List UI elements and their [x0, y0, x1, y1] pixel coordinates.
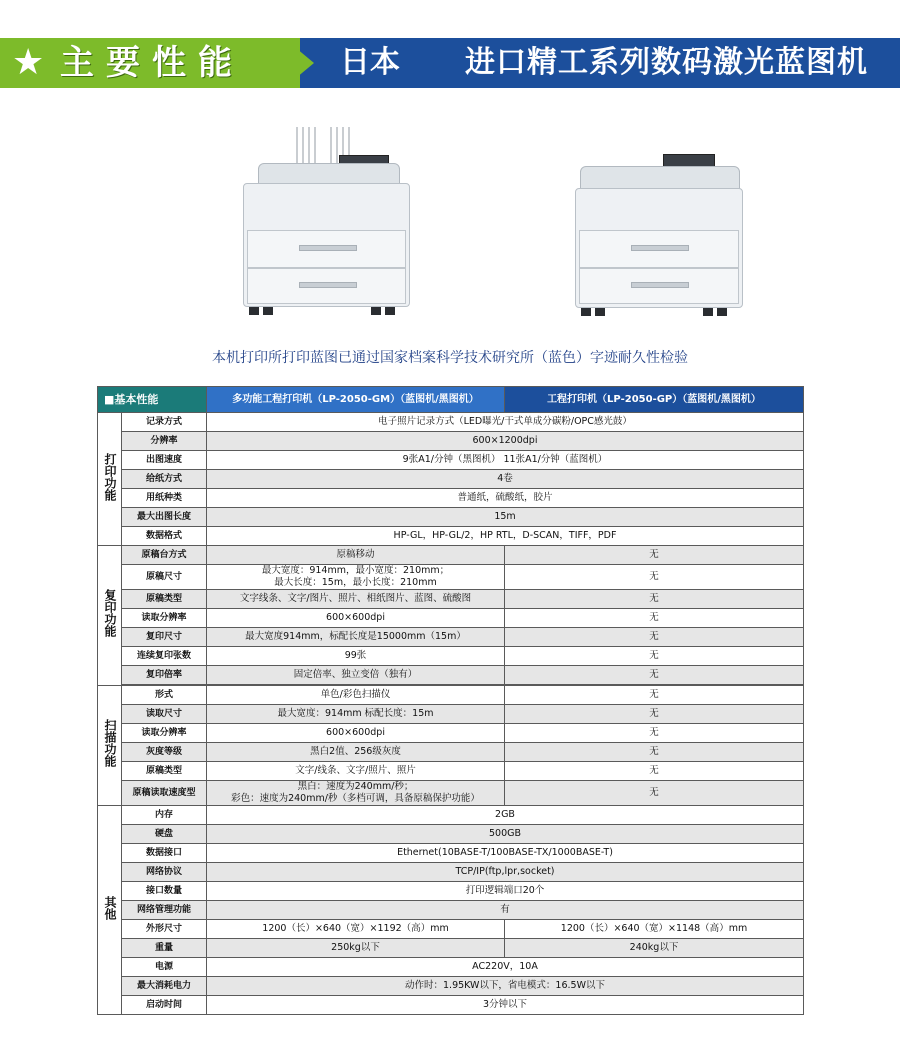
table-row — [98, 666, 804, 685]
table-row — [98, 489, 804, 508]
row-value-gm: 单色/彩色扫描仪 — [207, 686, 505, 705]
row-value-gp: 无 — [505, 743, 804, 762]
table-row — [98, 432, 804, 451]
row-label: 数据格式 — [122, 527, 207, 546]
table-row — [98, 724, 804, 743]
table-row — [98, 451, 804, 470]
row-label: 读取分辨率 — [122, 724, 207, 743]
table-row — [98, 546, 804, 565]
table-row — [98, 686, 804, 705]
row-label: 启动时间 — [122, 996, 207, 1015]
row-value-gm-line1: 黑白：速度为240mm/秒； — [297, 781, 414, 792]
row-label: 复印倍率 — [122, 666, 207, 685]
row-label: 复印尺寸 — [122, 628, 207, 647]
row-value: 500GB — [207, 825, 804, 844]
row-label: 数据接口 — [122, 844, 207, 863]
row-label: 原稿类型 — [122, 762, 207, 781]
table-row — [98, 781, 804, 806]
table-row — [98, 901, 804, 920]
printer-image-gm — [243, 125, 413, 320]
row-label: 电源 — [122, 958, 207, 977]
row-value-gp: 无 — [505, 609, 804, 628]
row-value-gp: 无 — [505, 705, 804, 724]
row-value-gp: 无 — [505, 724, 804, 743]
row-value: Ethernet(10BASE-T/100BASE-TX/1000BASE-T) — [207, 844, 804, 863]
row-value-gm: 文字线条、文字/图片、照片、相纸图片、蓝图、硫酸图 — [207, 590, 505, 609]
row-label: 硬盘 — [122, 825, 207, 844]
header-basic-performance: ■基本性能 — [98, 387, 207, 413]
row-label: 网络协议 — [122, 863, 207, 882]
row-value-gp: 1200（长）×640（宽）×1148（高）mm — [505, 920, 804, 939]
category-scan — [98, 686, 122, 806]
row-label: 原稿读取速度型 — [122, 781, 207, 806]
row-value-gm-line2: 最大长度：15m，最小长度：210mm — [274, 577, 437, 588]
spec-table — [97, 386, 804, 1015]
row-value-gp: 无 — [505, 686, 804, 705]
table-row — [98, 413, 804, 432]
row-value: 打印逻辑端口20个 — [207, 882, 804, 901]
row-value-gp: 无 — [505, 565, 804, 590]
row-label: 连续复印张数 — [122, 647, 207, 666]
row-value-gm — [207, 781, 505, 806]
printer-image-gp — [575, 152, 745, 322]
row-value-gm-line2: 彩色：速度为240mm/秒（多档可调，具备原稿保护功能） — [231, 793, 480, 804]
table-row — [98, 590, 804, 609]
banner-title: 主要性能 — [60, 43, 244, 83]
table-header — [98, 387, 804, 413]
table-row — [98, 609, 804, 628]
row-value-gm — [207, 565, 505, 590]
row-value-gm: 99张 — [207, 647, 505, 666]
row-label: 灰度等级 — [122, 743, 207, 762]
row-value-gp: 无 — [505, 666, 804, 685]
row-value: 600×1200dpi — [207, 432, 804, 451]
row-value: HP-GL，HP-GL/2，HP RTL，D-SCAN，TIFF，PDF — [207, 527, 804, 546]
row-value-gp: 240kg以下 — [505, 939, 804, 958]
row-label: 读取分辨率 — [122, 609, 207, 628]
table-row — [98, 882, 804, 901]
category-other-label: 其他 — [103, 895, 117, 920]
row-label: 重量 — [122, 939, 207, 958]
table-row — [98, 470, 804, 489]
table-row — [98, 844, 804, 863]
row-label: 最大消耗电力 — [122, 977, 207, 996]
row-label: 原稿类型 — [122, 590, 207, 609]
row-label: 形式 — [122, 686, 207, 705]
row-value-gm: 文字/线条、文字/照片、照片 — [207, 762, 505, 781]
table-row — [98, 527, 804, 546]
table-row — [98, 705, 804, 724]
row-value: 普通纸，硫酸纸，胶片 — [207, 489, 804, 508]
header-banner — [0, 38, 900, 88]
row-value-gm: 1200（长）×640（宽）×1192（高）mm — [207, 920, 505, 939]
row-value-gp: 无 — [505, 781, 804, 806]
row-value: 动作时：1.95KW以下，省电模式：16.5W以下 — [207, 977, 804, 996]
row-label: 记录方式 — [122, 413, 207, 432]
table-row — [98, 806, 804, 825]
row-label: 给纸方式 — [122, 470, 207, 489]
star-icon: ★ — [12, 42, 45, 83]
row-value-gm: 250kg以下 — [207, 939, 505, 958]
table-row — [98, 825, 804, 844]
category-copy-label: 复印功能 — [103, 589, 117, 637]
row-label: 网络管理功能 — [122, 901, 207, 920]
row-value-gm: 黑白2值、256级灰度 — [207, 743, 505, 762]
row-label: 内存 — [122, 806, 207, 825]
table-row — [98, 628, 804, 647]
row-label: 最大出图长度 — [122, 508, 207, 527]
row-value-gm: 最大宽度：914mm 标配长度：15m — [207, 705, 505, 724]
row-value: 电子照片记录方式（LED曝光/干式单成分碳粉/OPC感光鼓） — [207, 413, 804, 432]
category-scan-label: 扫描功能 — [103, 719, 117, 767]
row-label: 原稿尺寸 — [122, 565, 207, 590]
row-value-gp: 无 — [505, 590, 804, 609]
row-value-gp: 无 — [505, 546, 804, 565]
row-value-gp: 无 — [505, 762, 804, 781]
row-label: 原稿台方式 — [122, 546, 207, 565]
row-value: TCP/IP(ftp,lpr,socket) — [207, 863, 804, 882]
row-value-gm: 600×600dpi — [207, 724, 505, 743]
banner-subtitle-right: 进口精工系列数码激光蓝图机 — [465, 45, 868, 80]
row-value-gm: 最大宽度914mm，标配长度是15000mm（15m） — [207, 628, 505, 647]
category-other — [98, 806, 122, 1015]
row-value: 9张A1/分钟（黑图机） 11张A1/分钟（蓝图机） — [207, 451, 804, 470]
row-value: 4卷 — [207, 470, 804, 489]
table-row — [98, 920, 804, 939]
table-row — [98, 743, 804, 762]
row-label: 分辨率 — [122, 432, 207, 451]
category-copy — [98, 546, 122, 686]
row-value: 有 — [207, 901, 804, 920]
table-row — [98, 958, 804, 977]
row-value-gm: 原稿移动 — [207, 546, 505, 565]
table-row — [98, 996, 804, 1015]
row-value: 15m — [207, 508, 804, 527]
row-label: 出图速度 — [122, 451, 207, 470]
row-value: AC220V，10A — [207, 958, 804, 977]
row-value: 3分钟以下 — [207, 996, 804, 1015]
row-value: 2GB — [207, 806, 804, 825]
row-label: 接口数量 — [122, 882, 207, 901]
banner-arrow — [284, 38, 314, 88]
row-value-gm-line1: 最大宽度：914mm，最小宽度：210mm； — [261, 565, 450, 576]
row-label: 读取尺寸 — [122, 705, 207, 724]
certification-caption: 本机打印所打印蓝图已通过国家档案科学技术研究所（蓝色）字迹耐久性检验 — [212, 350, 688, 366]
category-print-label: 打印功能 — [103, 452, 117, 501]
category-print — [98, 413, 122, 546]
table-row — [98, 863, 804, 882]
table-row — [98, 565, 804, 590]
table-row — [98, 977, 804, 996]
table-row — [98, 647, 804, 666]
row-value-gp: 无 — [505, 647, 804, 666]
table-row — [98, 508, 804, 527]
row-value-gm: 固定倍率、独立变倍（独有） — [207, 666, 505, 685]
table-row — [98, 762, 804, 781]
row-label: 用纸种类 — [122, 489, 207, 508]
header-gm-model: 多功能工程打印机（LP-2050-GM）（蓝图机/黑图机） — [207, 387, 505, 413]
banner-subtitle-left: 日本 — [340, 45, 400, 80]
table-row — [98, 939, 804, 958]
row-value-gp: 无 — [505, 628, 804, 647]
row-value-gm: 600×600dpi — [207, 609, 505, 628]
row-label: 外形尺寸 — [122, 920, 207, 939]
header-gp-model: 工程打印机（LP-2050-GP）（蓝图机/黑图机） — [505, 387, 804, 413]
